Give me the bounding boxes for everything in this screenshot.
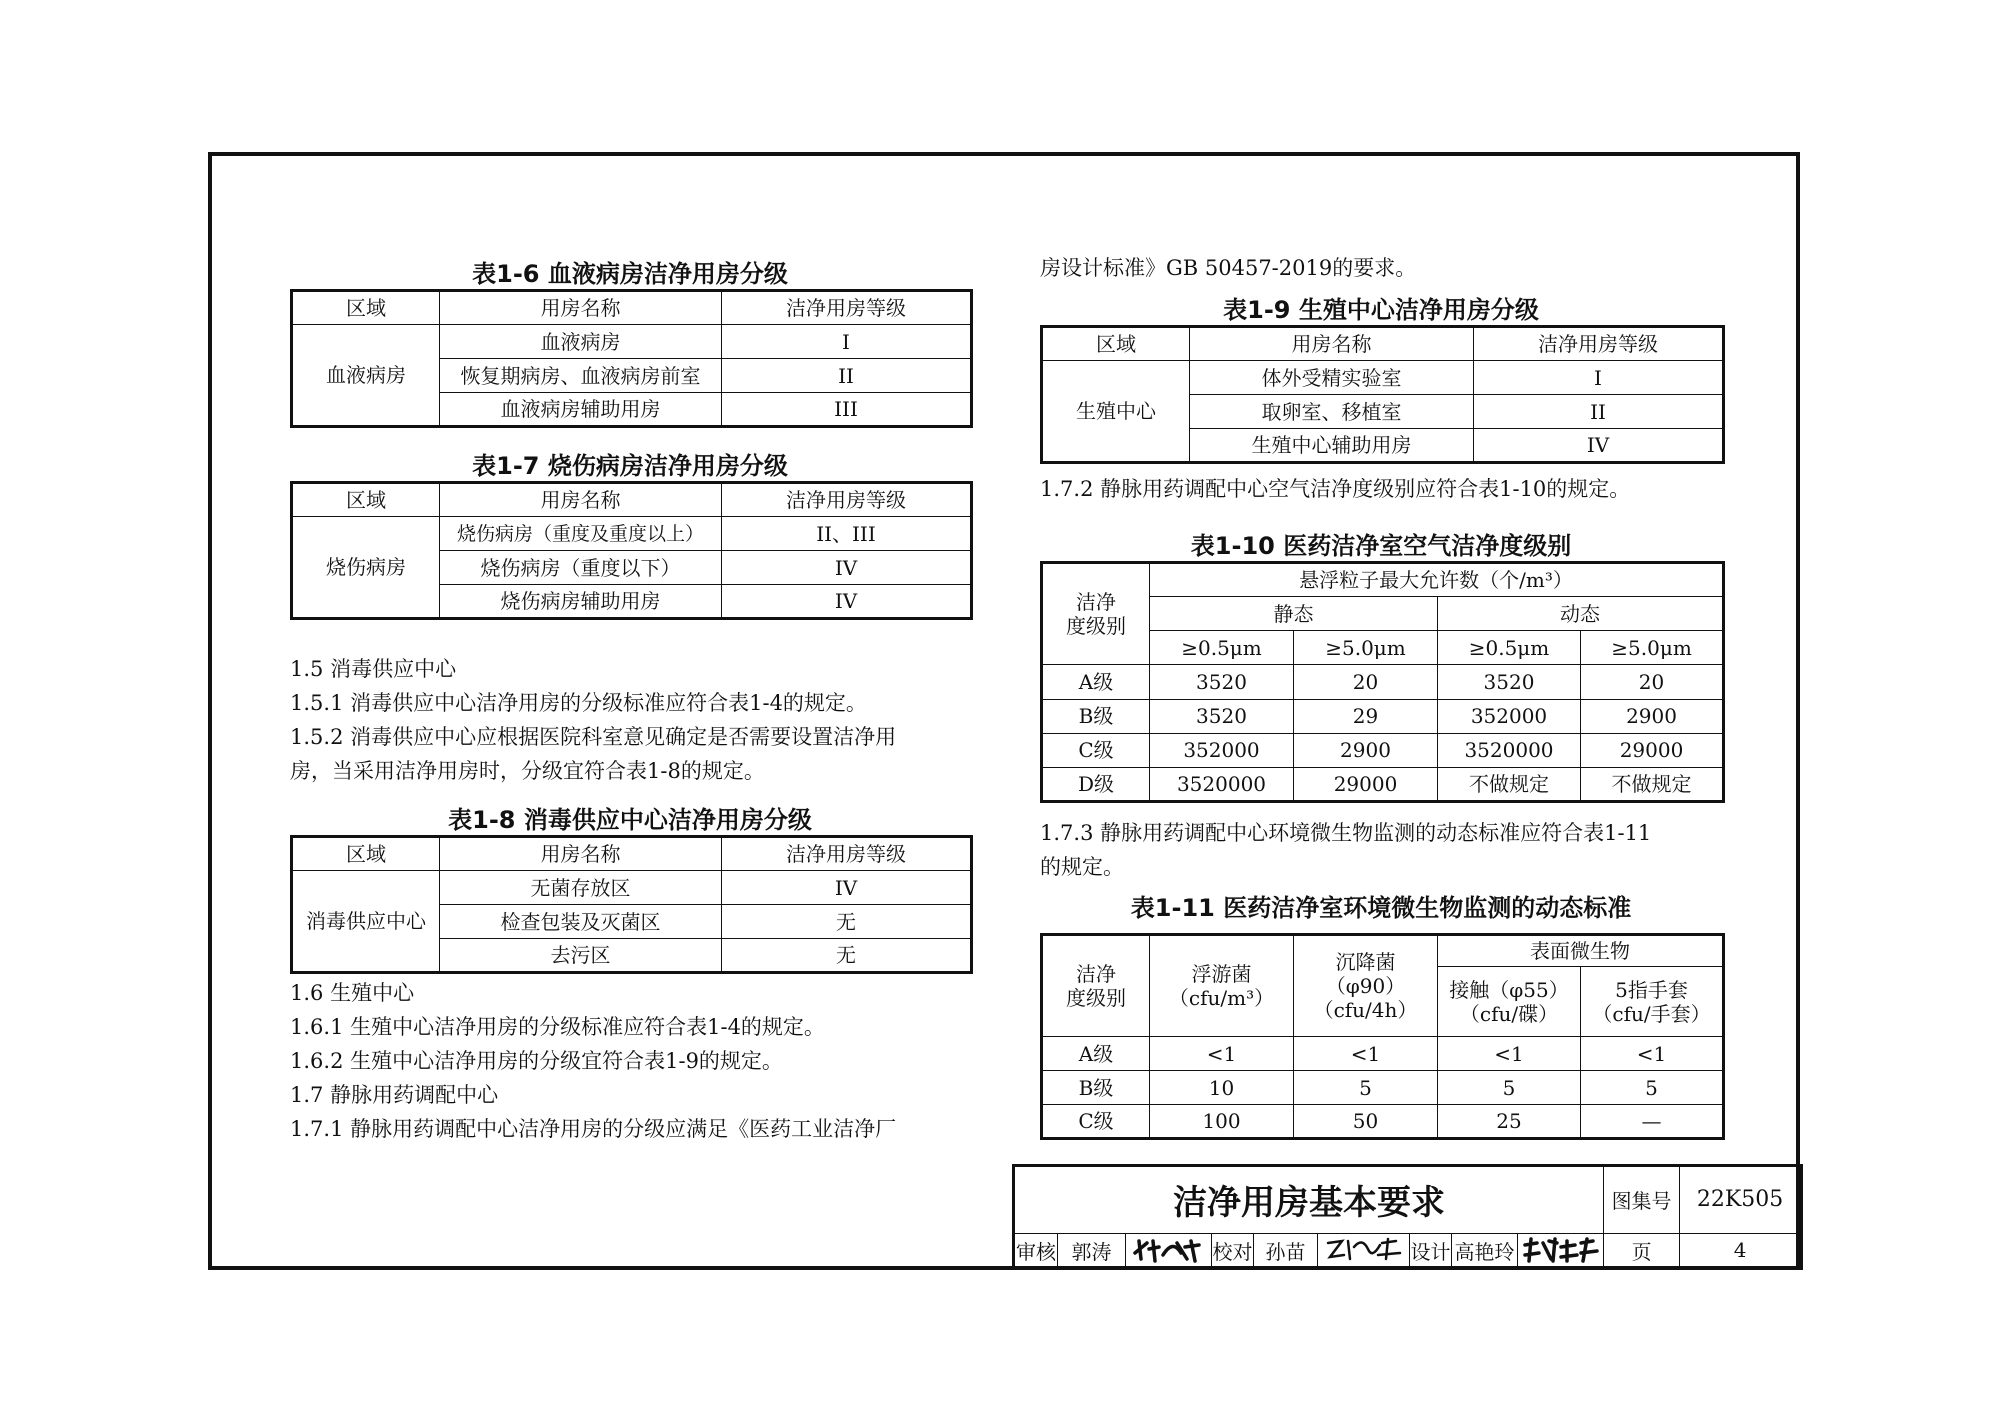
paragraph-line: 1.5.2 消毒供应中心应根据医院科室意见确定是否需要设置洁净用 bbox=[290, 725, 897, 749]
value-cell: 352000 bbox=[1438, 699, 1581, 733]
clause-1-7-2: 1.7.2 静脉用药调配中心空气洁净度级别应符合表1-10的规定。 bbox=[1040, 477, 1631, 501]
grade-cell: C级 bbox=[1042, 733, 1150, 767]
table-1-7-title: 表1-7 烧伤病房洁净用房分级 bbox=[472, 452, 788, 480]
table-1-6 bbox=[290, 289, 973, 428]
header-room: 用房名称 bbox=[440, 837, 722, 871]
paragraph-line: 房，当采用洁净用房时，分级宜符合表1-8的规定。 bbox=[290, 759, 765, 783]
room-level: II bbox=[1474, 395, 1724, 429]
paragraph-line: 的规定。 bbox=[1040, 855, 1124, 879]
header-zone: 区域 bbox=[292, 291, 440, 325]
value-cell: — bbox=[1581, 1105, 1724, 1139]
room-level: IV bbox=[722, 871, 972, 905]
paragraph-line: 1.7.1 静脉用药调配中心洁净用房的分级应满足《医药工业洁净厂 bbox=[290, 1117, 897, 1141]
table-1-9 bbox=[1040, 325, 1725, 464]
room-name: 血液病房辅助用房 bbox=[440, 393, 722, 427]
room-name: 无菌存放区 bbox=[440, 871, 722, 905]
table-1-11-title: 表1-11 医药洁净室环境微生物监测的动态标准 bbox=[1130, 894, 1632, 922]
value-cell: 3520 bbox=[1150, 699, 1294, 733]
static-header: 静态 bbox=[1150, 597, 1438, 631]
header-room: 用房名称 bbox=[440, 291, 722, 325]
settle-header bbox=[1294, 935, 1438, 1037]
clause-1-7-3 bbox=[1040, 816, 1651, 884]
value-cell: <1 bbox=[1150, 1037, 1294, 1071]
grade-cell: B级 bbox=[1042, 1071, 1150, 1105]
room-name: 烧伤病房辅助用房 bbox=[440, 585, 722, 619]
value-cell: 3520 bbox=[1438, 665, 1581, 699]
value-cell: 10 bbox=[1150, 1071, 1294, 1105]
atlas-label: 图集号 bbox=[1604, 1166, 1680, 1234]
settle-header-line: （cfu/4h） bbox=[1313, 998, 1418, 1022]
value-cell: 5 bbox=[1294, 1071, 1438, 1105]
page-label: 页 bbox=[1604, 1233, 1680, 1268]
settle-header-line: 沉降菌 bbox=[1335, 950, 1396, 974]
check-label: 校对 bbox=[1212, 1233, 1254, 1268]
paragraph-continuation: 房设计标准》GB 50457-2019的要求。 bbox=[1040, 256, 1417, 280]
grade-header-line: 度级别 bbox=[1066, 986, 1126, 1010]
checker-signature-image bbox=[1322, 1235, 1406, 1265]
review-label: 审核 bbox=[1014, 1233, 1058, 1268]
value-cell: 2900 bbox=[1581, 699, 1724, 733]
float-header-line: 浮游菌 bbox=[1191, 962, 1252, 986]
reviewer-name: 郭涛 bbox=[1058, 1233, 1126, 1268]
room-level: 无 bbox=[722, 905, 972, 939]
size-header: ≥0.5μm bbox=[1438, 631, 1581, 665]
section-1-5 bbox=[290, 652, 896, 788]
atlas-number: 22K505 bbox=[1680, 1166, 1802, 1234]
header-level: 洁净用房等级 bbox=[722, 837, 972, 871]
title-block bbox=[1012, 1164, 1803, 1270]
value-cell: 50 bbox=[1294, 1105, 1438, 1139]
grade-cell: C级 bbox=[1042, 1105, 1150, 1139]
header-level: 洁净用房等级 bbox=[1474, 327, 1724, 361]
header-zone: 区域 bbox=[292, 483, 440, 517]
value-cell: 不做规定 bbox=[1581, 767, 1724, 801]
float-header-line: （cfu/m³） bbox=[1168, 986, 1275, 1010]
header-room: 用房名称 bbox=[1190, 327, 1474, 361]
zone-cell: 消毒供应中心 bbox=[292, 871, 440, 973]
table-1-7 bbox=[290, 481, 973, 620]
paragraph-line: 1.7 静脉用药调配中心 bbox=[290, 1083, 499, 1107]
paragraph-line: 1.5.1 消毒供应中心洁净用房的分级标准应符合表1-4的规定。 bbox=[290, 691, 867, 715]
table-1-10-title: 表1-10 医药洁净室空气洁净度级别 bbox=[1190, 532, 1572, 560]
grade-header-line: 洁净 bbox=[1076, 590, 1116, 615]
table-1-8 bbox=[290, 835, 973, 974]
grade-cell: A级 bbox=[1042, 665, 1150, 699]
room-level: I bbox=[1474, 361, 1724, 395]
surface-header: 表面微生物 bbox=[1438, 935, 1724, 967]
room-name: 烧伤病房（重度以下） bbox=[440, 551, 722, 585]
page-number: 4 bbox=[1680, 1233, 1802, 1268]
room-name: 去污区 bbox=[440, 939, 722, 973]
header-zone: 区域 bbox=[1042, 327, 1190, 361]
grade-cell: A级 bbox=[1042, 1037, 1150, 1071]
grade-cell: D级 bbox=[1042, 767, 1150, 801]
room-name: 血液病房 bbox=[440, 325, 722, 359]
room-level: I bbox=[722, 325, 972, 359]
value-cell: <1 bbox=[1581, 1037, 1724, 1071]
designer-name: 高艳玲 bbox=[1452, 1233, 1518, 1268]
drawing-title: 洁净用房基本要求 bbox=[1014, 1166, 1604, 1234]
grade-cell: B级 bbox=[1042, 699, 1150, 733]
value-cell: <1 bbox=[1294, 1037, 1438, 1071]
grade-header-line: 洁净 bbox=[1076, 962, 1116, 986]
design-label: 设计 bbox=[1410, 1233, 1452, 1268]
reviewer-signature-image bbox=[1129, 1235, 1209, 1265]
paragraph-line: 1.7.3 静脉用药调配中心环境微生物监测的动态标准应符合表1-11 bbox=[1040, 821, 1652, 845]
paragraph-line: 1.5 消毒供应中心 bbox=[290, 657, 457, 681]
value-cell: 25 bbox=[1438, 1105, 1581, 1139]
room-level: II bbox=[722, 359, 972, 393]
checker-signature bbox=[1318, 1233, 1410, 1268]
value-cell: 3520 bbox=[1150, 665, 1294, 699]
designer-signature bbox=[1518, 1233, 1604, 1268]
value-cell: 2900 bbox=[1294, 733, 1438, 767]
zone-cell: 生殖中心 bbox=[1042, 361, 1190, 463]
room-name: 检查包装及灭菌区 bbox=[440, 905, 722, 939]
particle-header: 悬浮粒子最大允许数（个/m³） bbox=[1150, 563, 1724, 597]
value-cell: 20 bbox=[1294, 665, 1438, 699]
room-name: 体外受精实验室 bbox=[1190, 361, 1474, 395]
paragraph-line: 1.6.2 生殖中心洁净用房的分级宜符合表1-9的规定。 bbox=[290, 1049, 783, 1073]
grade-header-line: 度级别 bbox=[1066, 614, 1126, 639]
glove-header bbox=[1581, 967, 1724, 1037]
value-cell: 5 bbox=[1581, 1071, 1724, 1105]
size-header: ≥5.0μm bbox=[1294, 631, 1438, 665]
header-room: 用房名称 bbox=[440, 483, 722, 517]
size-header: ≥0.5μm bbox=[1150, 631, 1294, 665]
value-cell: 100 bbox=[1150, 1105, 1294, 1139]
contact-header-line: 接触（φ55） bbox=[1449, 977, 1569, 1002]
table-1-11 bbox=[1040, 933, 1725, 1140]
table-1-9-title: 表1-9 生殖中心洁净用房分级 bbox=[1223, 296, 1539, 324]
contact-header-line: （cfu/碟） bbox=[1459, 1001, 1559, 1026]
paragraph-line: 1.6 生殖中心 bbox=[290, 981, 415, 1005]
room-level: II、III bbox=[722, 517, 972, 551]
value-cell: 29000 bbox=[1581, 733, 1724, 767]
header-level: 洁净用房等级 bbox=[722, 483, 972, 517]
float-header bbox=[1150, 935, 1294, 1037]
table-1-6-title: 表1-6 血液病房洁净用房分级 bbox=[472, 260, 788, 288]
section-1-6-1-7 bbox=[290, 976, 896, 1146]
value-cell: 20 bbox=[1581, 665, 1724, 699]
contact-header bbox=[1438, 967, 1581, 1037]
header-level: 洁净用房等级 bbox=[722, 291, 972, 325]
room-level: IV bbox=[1474, 429, 1724, 463]
room-name: 恢复期病房、血液病房前室 bbox=[440, 359, 722, 393]
dynamic-header: 动态 bbox=[1438, 597, 1724, 631]
glove-header-line: 5指手套 bbox=[1615, 977, 1688, 1002]
reviewer-signature bbox=[1126, 1233, 1212, 1268]
room-level: 无 bbox=[722, 939, 972, 973]
room-level: IV bbox=[722, 585, 972, 619]
value-cell: 352000 bbox=[1150, 733, 1294, 767]
settle-header-line: （φ90） bbox=[1325, 974, 1406, 998]
grade-header bbox=[1042, 563, 1150, 665]
value-cell: 3520000 bbox=[1150, 767, 1294, 801]
glove-header-line: （cfu/手套） bbox=[1592, 1001, 1711, 1026]
paragraph-line: 1.6.1 生殖中心洁净用房的分级标准应符合表1-4的规定。 bbox=[290, 1015, 825, 1039]
room-name: 取卵室、移植室 bbox=[1190, 395, 1474, 429]
table-1-8-title: 表1-8 消毒供应中心洁净用房分级 bbox=[448, 806, 812, 834]
room-name: 烧伤病房（重度及重度以上） bbox=[440, 517, 722, 551]
table-1-10 bbox=[1040, 561, 1725, 803]
value-cell: 29000 bbox=[1294, 767, 1438, 801]
value-cell: 不做规定 bbox=[1438, 767, 1581, 801]
value-cell: 3520000 bbox=[1438, 733, 1581, 767]
room-name: 生殖中心辅助用房 bbox=[1190, 429, 1474, 463]
header-zone: 区域 bbox=[292, 837, 440, 871]
size-header: ≥5.0μm bbox=[1581, 631, 1724, 665]
grade-header bbox=[1042, 935, 1150, 1037]
value-cell: 29 bbox=[1294, 699, 1438, 733]
designer-signature-image bbox=[1521, 1235, 1601, 1265]
zone-cell: 烧伤病房 bbox=[292, 517, 440, 619]
room-level: IV bbox=[722, 551, 972, 585]
value-cell: 5 bbox=[1438, 1071, 1581, 1105]
zone-cell: 血液病房 bbox=[292, 325, 440, 427]
room-level: III bbox=[722, 393, 972, 427]
checker-name: 孙苗 bbox=[1254, 1233, 1318, 1268]
value-cell: <1 bbox=[1438, 1037, 1581, 1071]
